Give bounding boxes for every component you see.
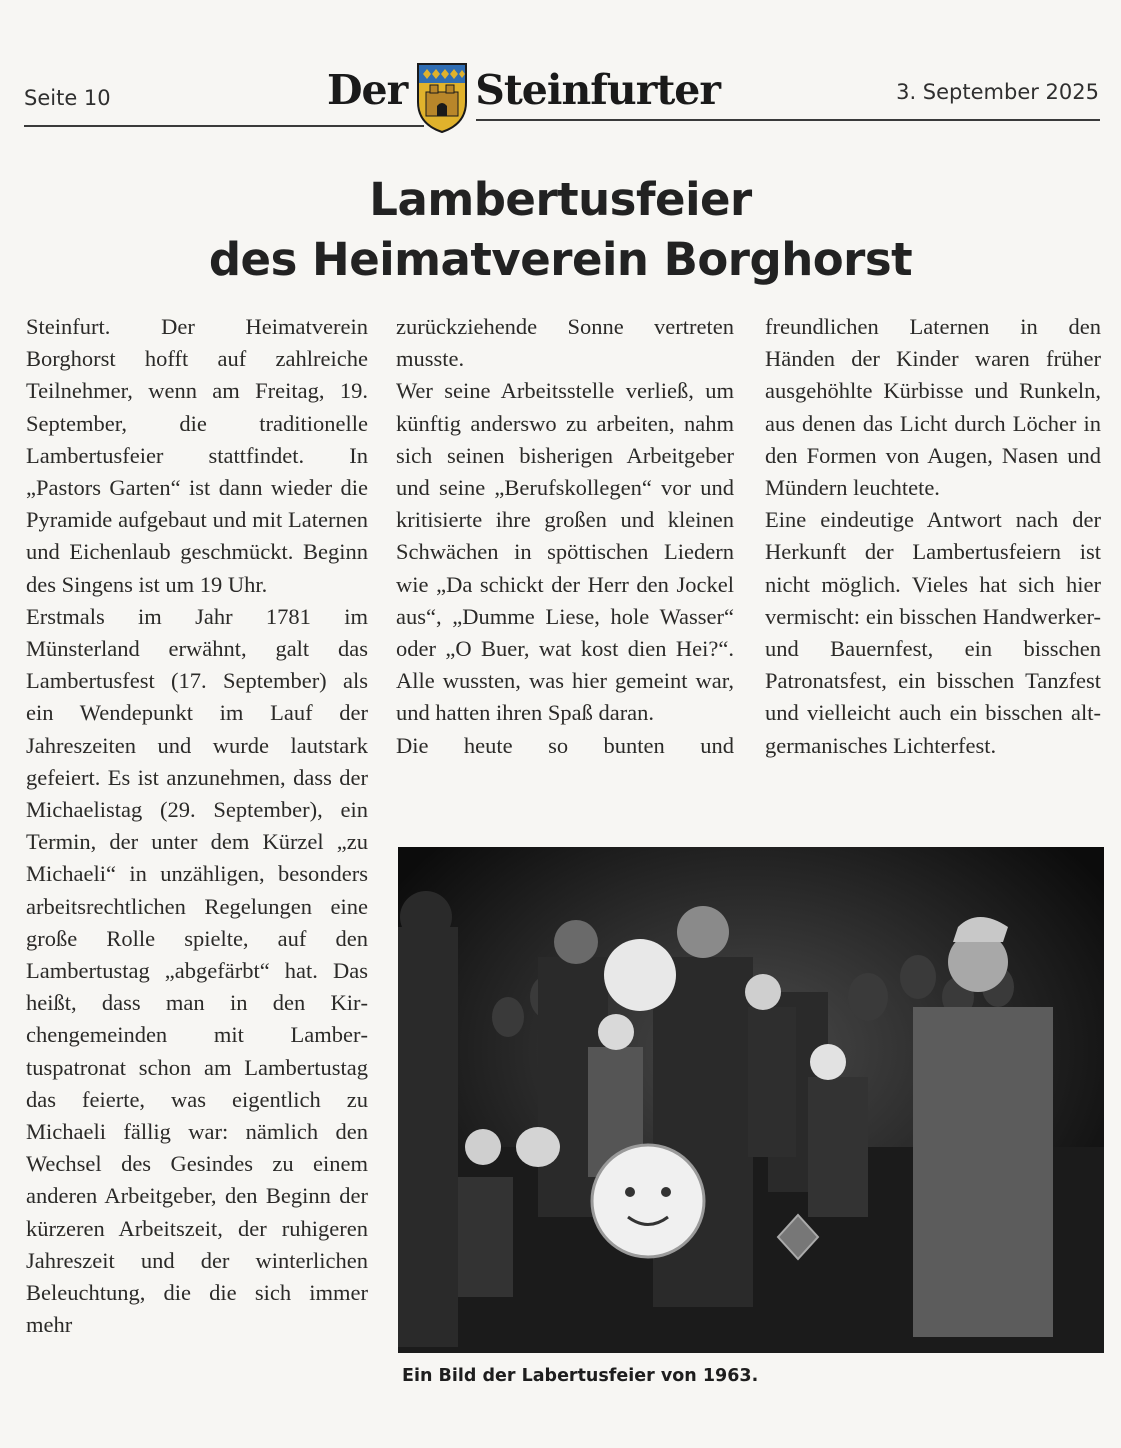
coat-of-arms-icon: [415, 62, 469, 134]
article-column-3: [765, 311, 1101, 762]
photo-lantern-procession-1963: [398, 847, 1104, 1353]
paragraph: Wer seine Arbeitsstelle verließ, um künftig anderswo zu arbeiten, nahm sich seinen bisherigen Arbeitgeber und seine „Berufskollegen“ vor und kritisierte ihre großen und kleinen Schwächen in spöttischen Liedern wie „Da schickt der Herr den Jockel aus“, „Dumme Liese, hole Wasser“ oder „O Buer, wat kost dien Hei?“. Alle wussten, was hier gemeint war, und hatten ihren Spaß daran.: [396, 378, 734, 726]
masthead-steinfurter: Steinfurter: [475, 66, 720, 114]
paragraph: zurückziehende Sonne vertreten musste.: [396, 314, 734, 372]
paragraph: Eine eindeutige Antwort nach der Herkunft der Lambertusfeiern ist nicht möglich. Vieles hat sich hier vermischt: ein bisschen Handwerker- und Bauernfest, ein bisschen Patronatsfest, ein bisschen Tanzfest und vielleicht auch ein bisschen altgermanisches Lichterfest.: [765, 507, 1101, 758]
headline-line-1: Lambertusfeier: [369, 173, 752, 226]
article-column-1: [26, 311, 368, 1342]
header-rule-right: [476, 119, 1100, 121]
paragraph: Steinfurt. Der Heimatverein Borghorst hofft auf zahlreiche Teilnehmer, wenn am Freitag, 19. September, die traditionelle Lambertusfeier stattfindet. In „Pastors Garten“ ist dann wieder die Pyramide aufgebaut und mit Laternen und Eichenlaub geschmückt. Beginn des Singens ist um 19 Uhr.: [26, 314, 368, 597]
paragraph: freundlichen Laternen in den Händen der Kinder waren früher ausgehöhlte Kürbisse und Runkeln, aus denen das Licht durch Löcher in den Formen von Augen, Nasen und Mündern leuchtete.: [765, 314, 1101, 501]
publication-date: 3. September 2025: [896, 80, 1099, 104]
article-photo: [398, 847, 1104, 1353]
masthead-der: Der: [327, 66, 408, 114]
header-rule-left: [24, 125, 424, 127]
page-number: Seite 10: [24, 86, 111, 110]
article-headline: [0, 170, 1121, 290]
paragraph: Erstmals im Jahr 1781 im Münsterland erwähnt, galt das Lambertusfest (17. September) als ein Wendepunkt im Lauf der Jahreszeiten und wurde lautstark gefeiert. Es ist anzunehmen, dass der Michaelistag (29. September), ein Termin, der unter dem Kürzel „zu Michaeli“ in unzähligen, besonders arbeitsrechtlichen Regelungen eine große Rolle spielte, auf den Lambertustag „abgefärbt“ hat. Das heißt, dass man in den Kirchengemeinden mit Lambertuspatronat schon am Lambertustag das feierte, was eigentlich zu Michaeli fällig war: nämlich den Wechsel des Gesindes zu einem anderen Arbeitgeber, den Beginn der kürzeren Arbeitszeit, der ruhigeren Jahreszeit und der winterlichen Beleuchtung, die die sich immer mehr: [26, 603, 368, 1338]
photo-caption: Ein Bild der Labertusfeier von 1963.: [402, 1366, 759, 1386]
article-column-2: [396, 311, 734, 762]
headline-line-2: des Heimatverein Borghorst: [208, 233, 913, 286]
paragraph: Die heute so bunten und: [396, 732, 734, 758]
page-header: [0, 0, 1121, 150]
masthead: [327, 62, 720, 134]
